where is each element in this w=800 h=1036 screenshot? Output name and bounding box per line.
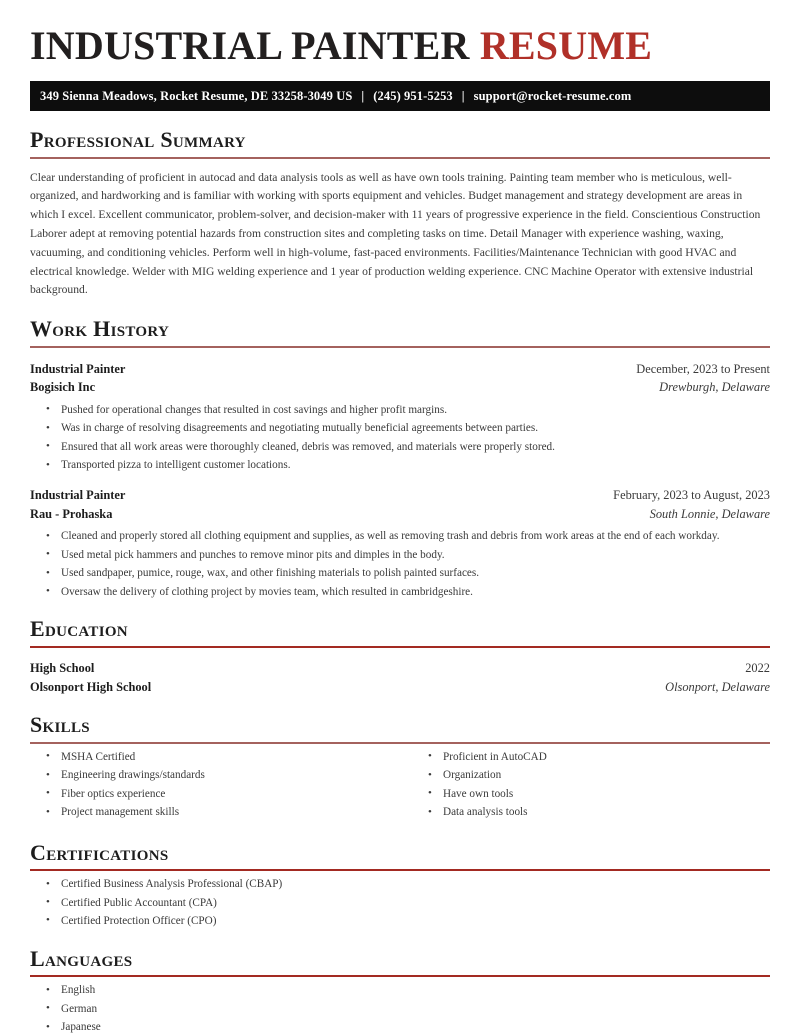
job-role: Industrial Painter [30, 488, 126, 503]
job-bullet-list [30, 529, 770, 600]
list-item: • Engineering drawings/standards [46, 768, 400, 784]
job-role: Industrial Painter [30, 361, 126, 376]
skills-column-left [30, 750, 400, 824]
section-work-history [30, 317, 770, 600]
contact-address: 349 Sienna Meadows, Rocket Resume, DE 33258-3049 US [40, 88, 353, 103]
section-divider-skills [30, 742, 770, 744]
list-item: • Certified Business Analysis Professional (CBAP) [46, 877, 770, 893]
section-divider-languages [30, 975, 770, 977]
work-history-entry [30, 360, 770, 474]
section-title-summary: Professional Summary [30, 127, 246, 152]
list-item: • Fiber optics experience [46, 787, 400, 803]
work-history-entry [30, 486, 770, 600]
list-item: • Cleaned and properly stored all clothing equipment and supplies, as well as removing trash and debris from work areas at the end of each workday. [46, 529, 770, 545]
section-title-languages: Languages [30, 945, 133, 971]
list-item: • Project management skills [46, 805, 400, 821]
list-item: • Data analysis tools [428, 805, 770, 821]
job-company: Rau - Prohaska [30, 506, 113, 521]
education-entry [30, 659, 770, 696]
education-school: Olsonport High School [30, 679, 152, 694]
job-company-row [30, 505, 770, 524]
list-item: • Oversaw the delivery of clothing project by movies team, which resulted in cambridgeshire. [46, 585, 770, 601]
contact-bar [30, 81, 770, 111]
contact-separator-2: | [461, 88, 465, 103]
title-main-text: INDUSTRIAL PAINTER [30, 23, 470, 68]
list-item: • Japanese [46, 1020, 770, 1036]
job-location: South Lonnie, Delaware [649, 506, 770, 521]
job-location: Drewburgh, Delaware [659, 380, 770, 395]
section-languages [30, 947, 770, 1036]
section-divider-certifications [30, 869, 770, 871]
list-item: • Certified Public Accountant (CPA) [46, 896, 770, 912]
list-item: • Used metal pick hammers and punches to remove minor pits and dimples in the body. [46, 548, 770, 564]
list-item: • German [46, 1002, 770, 1018]
summary-paragraph: Clear understanding of proficient in autocad and data analysis tools as well as have own tools training. Painting team member who is meticulous, well-organized, and hardworking and is familiar with working with sports equipment and vehicles. Budget management and strategy development are areas in which I excel. Excellent communicator, problem-solver, and decision-maker with 11 years of progressive experience in the field. Conscientious Construction Laborer adept at removing potential hazards from construction sites and completing tasks on time. Detail Manager with experience washing, waxing, vacuuming, and conditioning vehicles. Perform well in high-volume, fast-paced environments. Facilities/Maintenance Technician with good HVAC and electrical knowledge. Welder with MIG welding experience and 1 year of production welding experience. CNC Machine Operator with extensive industrial background. [30, 170, 761, 297]
education-degree: High School [30, 661, 95, 676]
job-role-row [30, 360, 770, 379]
section-title-education: Education [30, 616, 128, 642]
section-education [30, 617, 770, 696]
job-dates: December, 2023 to Present [636, 361, 770, 376]
section-title-certifications: Certifications [30, 839, 169, 865]
list-item: • Organization [428, 768, 770, 784]
list-item: • Have own tools [428, 787, 770, 803]
list-item: • Ensured that all work areas were thoroughly cleaned, debris was removed, and materials were properly stored. [46, 440, 770, 456]
skills-column-right [400, 750, 770, 824]
education-degree-row [30, 659, 770, 678]
list-item: • Pushed for operational changes that resulted in cost savings and higher profit margins. [46, 403, 770, 419]
list-item: • Transported pizza to intelligent customer locations. [46, 458, 770, 474]
education-school-row [30, 678, 770, 697]
section-divider-work-history [30, 346, 770, 348]
job-company-row [30, 378, 770, 397]
list-item: • Proficient in AutoCAD [428, 750, 770, 766]
section-divider-education [30, 646, 770, 648]
list-item: • Used sandpaper, pumice, rouge, wax, and other finishing materials to polish painted surfaces. [46, 566, 770, 582]
job-bullet-list [30, 403, 770, 474]
section-professional-summary [30, 128, 770, 300]
job-role-row [30, 486, 770, 505]
list-item: • Certified Protection Officer (CPO) [46, 914, 770, 930]
skills-columns [30, 750, 770, 824]
section-title-skills: Skills [30, 712, 90, 738]
education-location: Olsonport, Delaware [665, 679, 770, 694]
section-title-work-history: Work History [30, 316, 170, 342]
page-title [30, 0, 770, 72]
list-item: • Was in charge of resolving disagreements and negotiating mutually beneficial agreements between parties. [46, 421, 770, 437]
section-divider-summary [30, 157, 770, 159]
contact-separator-1: | [361, 88, 365, 103]
contact-phone[interactable]: (245) 951-5253 [373, 88, 453, 103]
section-certifications [30, 841, 770, 930]
certifications-list [30, 877, 770, 930]
title-accent-text: RESUME [479, 23, 653, 68]
job-company: Bogisich Inc [30, 380, 96, 395]
list-item: • MSHA Certified [46, 750, 400, 766]
section-skills [30, 713, 770, 823]
job-dates: February, 2023 to August, 2023 [613, 488, 770, 503]
languages-list [30, 983, 770, 1036]
list-item: • English [46, 983, 770, 999]
education-year: 2022 [745, 661, 770, 676]
contact-email[interactable]: support@rocket-resume.com [473, 88, 632, 103]
